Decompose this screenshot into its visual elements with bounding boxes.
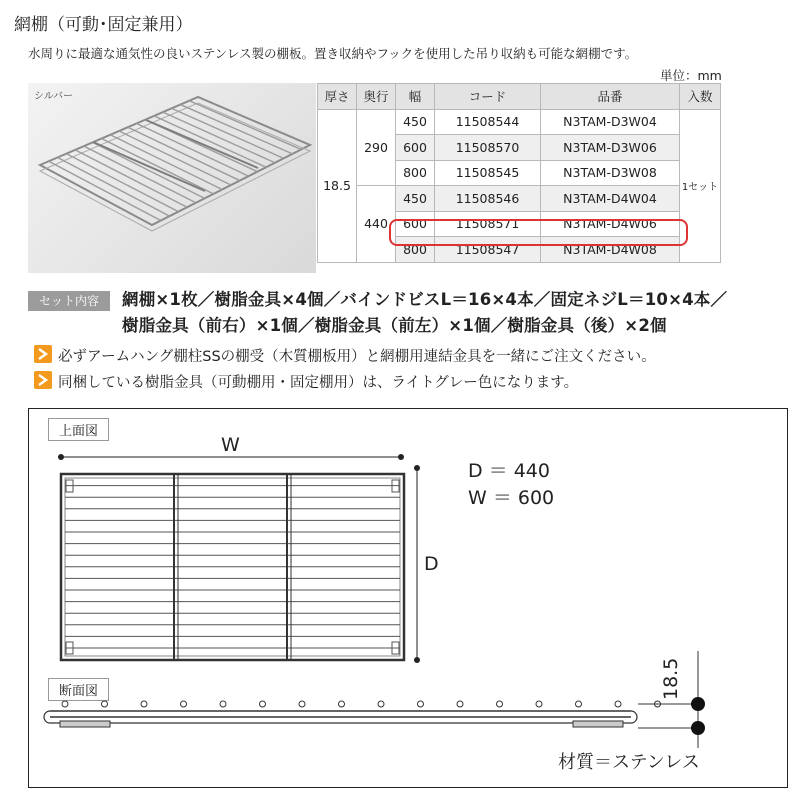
- photo-wire: [110, 135, 222, 190]
- wire-section-dot: [102, 701, 108, 707]
- cell-depth-290: 290: [357, 109, 396, 186]
- arrow-note-icon: [34, 371, 52, 389]
- cell-code: 11508547: [435, 237, 541, 263]
- cell-code: 11508544: [435, 109, 541, 135]
- note-text: 必ずアームハング棚柱SSの棚受（木質棚板用）と網棚用連結金具を一緒にご注文ください。: [58, 349, 656, 365]
- set-contents-badge: セット内容: [28, 291, 110, 311]
- section-view-label: 断面図: [48, 678, 109, 701]
- cell-width: 800: [396, 237, 435, 263]
- wire-section-dot: [299, 701, 305, 707]
- wire-section-dot: [536, 701, 542, 707]
- cell-part: N3TAM-D4W08: [541, 237, 680, 263]
- wire-section-dot: [378, 701, 384, 707]
- page-title: 網棚（可動･固定兼用）: [14, 15, 193, 35]
- wire-section-dot: [576, 701, 582, 707]
- photo-wire: [49, 161, 161, 220]
- header-quantity: 入数: [680, 84, 721, 110]
- photo-wire: [66, 154, 178, 212]
- cell-depth-440: 440: [357, 186, 396, 263]
- dimension-drawing: [28, 408, 788, 788]
- cell-code: 11508570: [435, 135, 541, 161]
- cell-width: 800: [396, 160, 435, 186]
- photo-wire: [101, 139, 213, 194]
- wire-section-dot: [141, 701, 147, 707]
- wire-section-dot: [220, 701, 226, 707]
- wire-section-dot: [62, 701, 68, 707]
- width-dimension-label: W: [221, 434, 240, 456]
- depth-dimension-label: D: [424, 553, 439, 575]
- color-label: シルバー: [34, 91, 74, 102]
- description: 水周りに最適な通気性の良いステンレス製の棚板。置き収納やフックを使用した吊り収納も可能な網棚です。: [28, 46, 638, 61]
- set-contents-line: 樹脂金具（前右）×1個／樹脂金具（前左）×1個／樹脂金具（後）×2個: [122, 316, 667, 335]
- header-code: コード: [435, 84, 541, 110]
- header-part-number: 品番: [541, 84, 680, 110]
- photo-wire: [163, 112, 275, 163]
- wire-section-dot: [418, 701, 424, 707]
- wire-section-dot: [181, 701, 187, 707]
- header-width: 幅: [396, 84, 435, 110]
- material-label: 材質＝ステンレス: [558, 752, 700, 773]
- photo-wire: [58, 157, 170, 216]
- wire-section-dot: [339, 701, 345, 707]
- header-thickness: 厚さ: [318, 84, 357, 110]
- cell-width: 600: [396, 135, 435, 161]
- wire-shelf-image: [28, 83, 316, 273]
- cell-quantity: 1セット: [680, 109, 721, 262]
- cell-width: 450: [396, 109, 435, 135]
- header-depth: 奥行: [357, 84, 396, 110]
- wire-section-dot: [457, 701, 463, 707]
- product-photo: [28, 83, 316, 273]
- cell-part: N3TAM-D4W04: [541, 186, 680, 212]
- photo-wire: [154, 116, 266, 167]
- depth-value: D ＝ 440: [468, 460, 550, 482]
- note-text: 同梱している樹脂金具（可動棚用・固定棚用）は、ライトグレー色になります。: [58, 375, 579, 391]
- width-value: W ＝ 600: [468, 487, 555, 509]
- wire-section-dot: [260, 701, 266, 707]
- photo-wire: [189, 101, 301, 150]
- cell-code: 11508546: [435, 186, 541, 212]
- cell-width: 600: [396, 211, 435, 237]
- selected-row-highlight: [389, 219, 688, 246]
- cell-width: 450: [396, 186, 435, 212]
- cell-part: N3TAM-D3W04: [541, 109, 680, 135]
- photo-wire: [84, 146, 196, 203]
- arrow-note-icon: [34, 345, 52, 363]
- top-view-label: 上面図: [48, 418, 109, 441]
- cell-part: N3TAM-D3W06: [541, 135, 680, 161]
- cell-part: N3TAM-D4W06: [541, 211, 680, 237]
- cell-part: N3TAM-D3W08: [541, 160, 680, 186]
- cell-thickness: 18.5: [318, 109, 357, 262]
- cell-code: 11508545: [435, 160, 541, 186]
- thickness-label: 18.5: [660, 657, 682, 700]
- cell-code: 11508571: [435, 211, 541, 237]
- wire-section-dot: [615, 701, 621, 707]
- photo-wire: [93, 142, 205, 198]
- unit-label: 単位：mm: [660, 68, 722, 83]
- wire-section-dot: [497, 701, 503, 707]
- set-contents-line: 網棚×1枚／樹脂金具×4個／バインドビスL＝16×4本／固定ネジL＝10×4本／: [122, 290, 728, 309]
